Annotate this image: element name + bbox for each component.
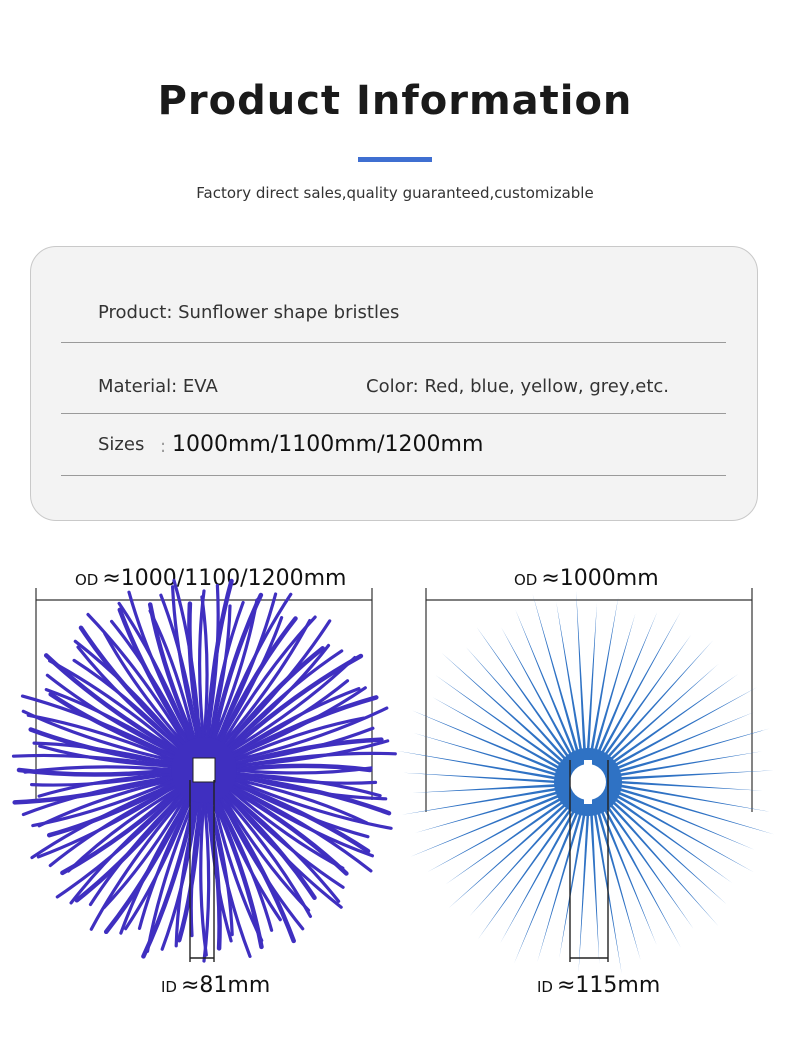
color-text: Color: Red, blue, yellow, grey,etc. — [366, 376, 669, 397]
left-sunflower-brush — [14, 580, 396, 961]
approx-symbol: ≈ — [556, 973, 576, 998]
id-prefix: ID — [161, 978, 177, 996]
bristle — [477, 627, 571, 760]
bristle — [608, 802, 718, 926]
bristle — [618, 784, 770, 812]
keyway-notch — [584, 798, 592, 804]
od-value: 1000mm — [559, 566, 659, 591]
approx-symbol: ≈ — [541, 566, 560, 591]
id-prefix: ID — [537, 978, 553, 996]
od-value: 1000/1100/1200mm — [120, 566, 347, 591]
round-center-hole — [570, 764, 606, 800]
id-value: 81mm — [199, 973, 271, 998]
bristle — [559, 812, 586, 958]
bristle — [410, 794, 561, 857]
approx-symbol: ≈ — [180, 973, 200, 998]
bristle — [616, 791, 755, 850]
sizes-separator: : — [160, 436, 167, 457]
square-center-hole — [193, 758, 215, 782]
bristle — [614, 712, 754, 771]
bristle — [412, 710, 560, 773]
id-value: 115mm — [575, 973, 661, 998]
keyway-notch — [584, 760, 592, 766]
right-sunflower-brush — [397, 590, 774, 974]
approx-symbol: ≈ — [102, 566, 121, 591]
bristle — [442, 653, 566, 764]
od-prefix: OD — [514, 571, 538, 589]
bristle — [590, 597, 618, 753]
bristle — [478, 807, 573, 940]
bristle — [515, 610, 576, 756]
page-title: Product Information — [157, 78, 633, 124]
page-subtitle: Factory direct sales,quality guaranteed,customizable — [196, 184, 594, 202]
od-prefix: OD — [75, 571, 99, 589]
sizes-value: 1000mm/1100mm/1200mm — [172, 432, 484, 457]
bristle — [556, 602, 582, 753]
product-name: Product: Sunflower shape bristles — [98, 302, 400, 323]
bristle — [617, 751, 762, 776]
sizes-label: Sizes — [98, 434, 145, 455]
bristle — [19, 770, 178, 775]
material-text: Material: EVA — [98, 376, 218, 397]
bristle — [597, 612, 658, 755]
